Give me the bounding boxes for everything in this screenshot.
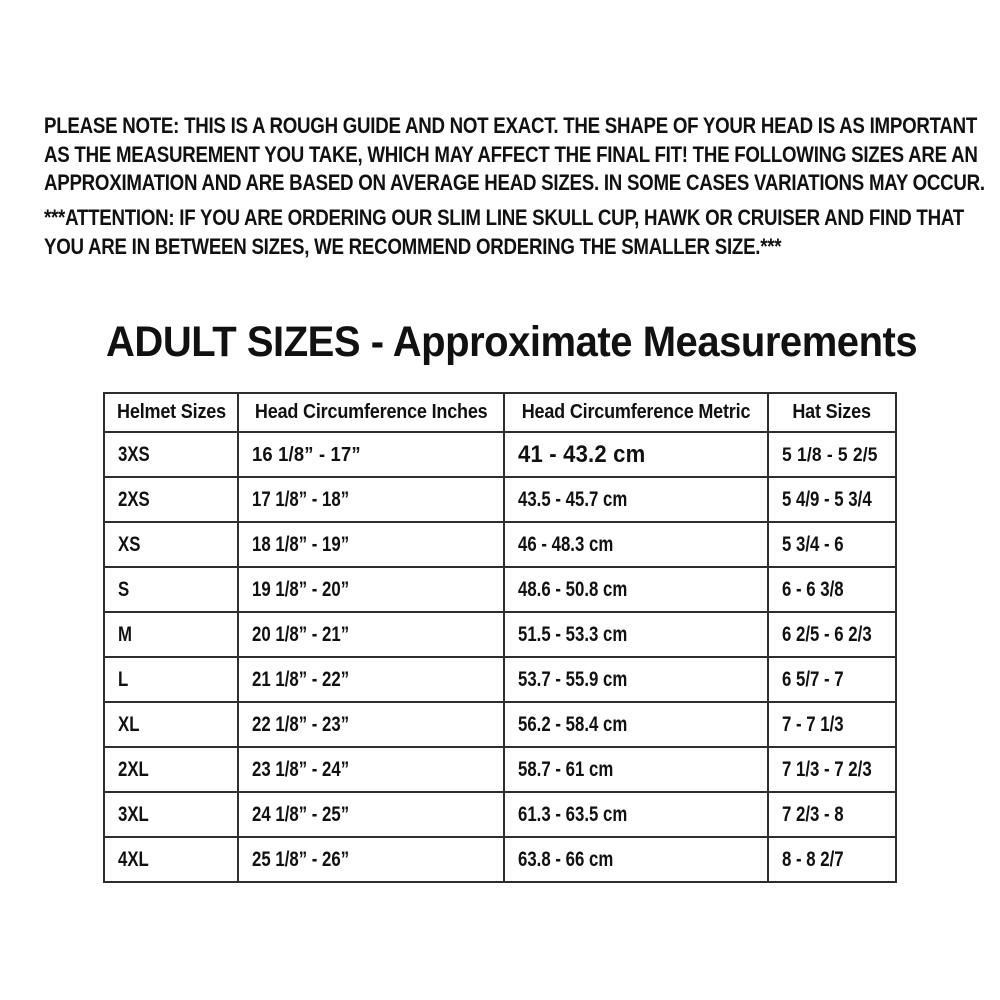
cell-text: 7 - 7 1/3 [782,712,844,736]
cell-text: 6 5/7 - 7 [782,667,844,691]
attention-line: YOU ARE IN BETWEEN SIZES, WE RECOMMEND ORDERING THE SMALLER SIZE.*** [44,233,782,259]
cell-text: 24 1/8” - 25” [252,802,350,826]
metric-cell [504,837,768,882]
cell-text: 51.5 - 53.3 cm [518,622,628,646]
helmet-size-cell [104,837,238,882]
cell-text: 46 - 48.3 cm [518,532,614,556]
cell-text: 58.7 - 61 cm [518,757,614,781]
cell-text: 48.6 - 50.8 cm [518,577,628,601]
table-row [104,567,896,612]
cell-text: 2XS [118,487,150,511]
table-row [104,477,896,522]
metric-cell [504,612,768,657]
cell-text: 22 1/8” - 23” [252,712,350,736]
cell-text: XL [118,712,140,736]
cell-text: 53.7 - 55.9 cm [518,667,628,691]
table-row [104,612,896,657]
header-text: Head Circumference Inches [254,401,488,423]
cell-text: 6 2/5 - 6 2/3 [782,622,872,646]
table-row [104,522,896,567]
page-title-text: ADULT SIZES - Approximate Measurements [106,318,918,366]
helmet-size-cell [104,747,238,792]
cell-text: 43.5 - 45.7 cm [518,487,628,511]
helmet-size-cell [104,522,238,567]
cell-text: 41 - 43.2 cm [518,440,646,468]
cell-text: 25 1/8” - 26” [252,847,350,871]
hat-size-cell [768,837,896,882]
helmet-size-cell [104,792,238,837]
cell-text: L [118,667,129,691]
table-row [104,747,896,792]
metric-cell [504,567,768,612]
header-text: Head Circumference Metric [521,401,751,423]
inches-cell [238,702,504,747]
cell-text: S [118,577,130,601]
cell-text: 19 1/8” - 20” [252,577,350,601]
header-cell-circumference-metric [504,393,768,432]
inches-cell [238,612,504,657]
cell-text: 4XL [118,847,149,871]
cell-text: 17 1/8” - 18” [252,487,350,511]
note-line: PLEASE NOTE: THIS IS A ROUGH GUIDE AND NOT EXACT. THE SHAPE OF YOUR HEAD IS AS IMPORTANT [44,113,978,138]
inches-cell [238,522,504,567]
cell-text: 5 4/9 - 5 3/4 [782,487,872,511]
cell-text: 7 1/3 - 7 2/3 [782,757,872,781]
cell-text: 61.3 - 63.5 cm [518,802,628,826]
size-table-header-row [104,393,896,432]
cell-text: 23 1/8” - 24” [252,757,350,781]
cell-text: 8 - 8 2/7 [782,847,844,871]
inches-cell [238,792,504,837]
hat-size-cell [768,432,896,477]
cell-text: 5 1/8 - 5 2/5 [782,444,878,466]
cell-text: 5 3/4 - 6 [782,532,844,556]
header-text: Helmet Sizes [116,401,226,423]
cell-text: 20 1/8” - 21” [252,622,350,646]
helmet-size-cell [104,702,238,747]
hat-size-cell [768,612,896,657]
cell-text: 16 1/8” - 17” [252,443,361,466]
hat-size-cell [768,747,896,792]
hat-size-cell [768,522,896,567]
cell-text: 21 1/8” - 22” [252,667,350,691]
cell-text: M [118,622,132,646]
table-row [104,702,896,747]
cell-text: 3XL [118,802,149,826]
note-paragraph [44,112,1000,198]
helmet-size-cell [104,432,238,477]
size-table [103,392,897,883]
size-table-body [104,432,896,882]
metric-cell [504,792,768,837]
cell-text: 18 1/8” - 19” [252,532,350,556]
cell-text: 6 - 6 3/8 [782,577,844,601]
attention-paragraph [44,204,1000,261]
hat-size-cell [768,477,896,522]
helmet-size-cell [104,477,238,522]
helmet-size-cell [104,567,238,612]
inches-cell [238,477,504,522]
metric-cell [504,657,768,702]
table-row [104,657,896,702]
header-cell-hat-sizes [768,393,896,432]
cell-text: 2XL [118,757,149,781]
page-title [106,318,978,366]
metric-cell [504,522,768,567]
hat-size-cell [768,792,896,837]
hat-size-cell [768,657,896,702]
header-cell-circumference-inches [238,393,504,432]
note-line: AS THE MEASUREMENT YOU TAKE, WHICH MAY AFFECT THE FINAL FIT! THE FOLLOWING SIZES ARE AN [44,141,978,167]
table-row [104,432,896,477]
table-row [104,837,896,882]
cell-text: XS [118,532,141,556]
header-cell-helmet-sizes [104,393,238,432]
inches-cell [238,747,504,792]
inches-cell [238,657,504,702]
cell-text: 56.2 - 58.4 cm [518,712,628,736]
cell-text: 7 2/3 - 8 [782,802,844,826]
hat-size-cell [768,567,896,612]
helmet-size-cell [104,657,238,702]
metric-cell [504,432,768,477]
metric-cell [504,477,768,522]
inches-cell [238,432,504,477]
cell-text: 3XS [118,442,150,466]
attention-line: ***ATTENTION: IF YOU ARE ORDERING OUR SLIM LINE SKULL CUP, HAWK OR CRUISER AND FIND THAT [44,205,964,230]
cell-text: 63.8 - 66 cm [518,847,614,871]
note-line: APPROXIMATION AND ARE BASED ON AVERAGE HEAD SIZES. IN SOME CASES VARIATIONS MAY OCCUR. [44,170,985,195]
inches-cell [238,567,504,612]
table-row [104,792,896,837]
metric-cell [504,702,768,747]
header-text: Hat Sizes [792,401,872,423]
inches-cell [238,837,504,882]
hat-size-cell [768,702,896,747]
metric-cell [504,747,768,792]
helmet-size-cell [104,612,238,657]
